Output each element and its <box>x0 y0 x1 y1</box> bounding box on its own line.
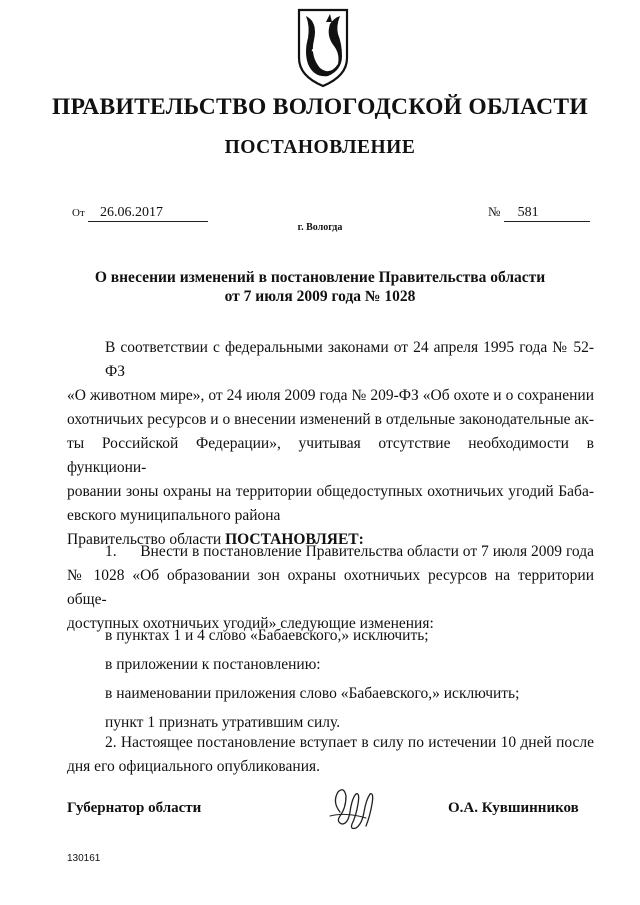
preamble-line: охотничьих ресурсов и о внесении изменений в отдельные законодательные ак- <box>67 411 594 428</box>
item-1-line: 1. Внести в постановление Правительства области от 7 июля 2009 года <box>105 543 594 560</box>
preamble-line: евского муниципального района <box>67 507 281 524</box>
item-1-line: доступных охотничьих угодий» следующие изменения: <box>67 615 434 632</box>
item-2 <box>67 731 594 779</box>
signer-name: О.А. Кувшинников <box>448 800 579 816</box>
resolves-keyword: ПОСТАНОВЛЯЕТ: <box>225 531 364 548</box>
preamble-line: ты Российской Федерации», учитывая отсутствие необходимости в функциони- <box>67 435 594 476</box>
preamble-line: «О животном мире», от 24 июля 2009 года № 209-ФЗ «Об охоте и о сохранении <box>67 387 594 404</box>
item-1-line: № 1028 «Об образовании зон охраны охотничьих ресурсов на территории обще- <box>67 567 594 608</box>
document-type: ПОСТАНОВЛЕНИЕ <box>224 137 416 158</box>
change-item: в приложении к постановлению: <box>105 656 321 673</box>
vologda-coat-of-arms-icon <box>296 6 350 88</box>
signer-title: Губернатор области <box>67 800 202 816</box>
item-2-line: дня его официального опубликования. <box>67 758 321 775</box>
number-field <box>488 204 590 222</box>
change-item: в пунктах 1 и 4 слово «Бабаевского,» исключить; <box>105 627 429 644</box>
government-title: ПРАВИТЕЛЬСТВО ВОЛОГОДСКОЙ ОБЛАСТИ <box>52 94 588 120</box>
resolves-prefix: Правительство области <box>67 531 222 548</box>
preamble-paragraph <box>67 336 594 552</box>
number-prefix: № <box>488 204 501 219</box>
change-item: пункт 1 признать утратившим силу. <box>105 714 341 731</box>
item-2-line: 2. Настоящее постановление вступает в силу по истечении 10 дней после <box>105 734 594 751</box>
date-value: 26.06.2017 <box>88 205 208 222</box>
number-value: 581 <box>504 205 590 222</box>
subject-line-1: О внесении изменений в постановление Правительства области <box>94 269 546 286</box>
date-prefix: От <box>72 207 85 219</box>
city-label: г. Вологда <box>297 222 343 233</box>
item-1 <box>67 540 594 636</box>
subject-line-2: от 7 июля 2009 года № 1028 <box>224 288 416 305</box>
preamble-line: ровании зоны охраны на территории общедоступных охотничьих угодий Баба- <box>67 483 594 500</box>
document-subject <box>0 268 640 306</box>
change-item: в наименовании приложения слово «Бабаевского,» исключить; <box>105 685 520 702</box>
changes-list <box>67 624 594 735</box>
handwritten-signature-icon <box>322 782 382 834</box>
date-field <box>72 204 208 222</box>
preamble-line: В соответствии с федеральными законами от 24 апреля 1995 года № 52-ФЗ <box>105 339 594 380</box>
document-code: 130161 <box>67 853 101 864</box>
